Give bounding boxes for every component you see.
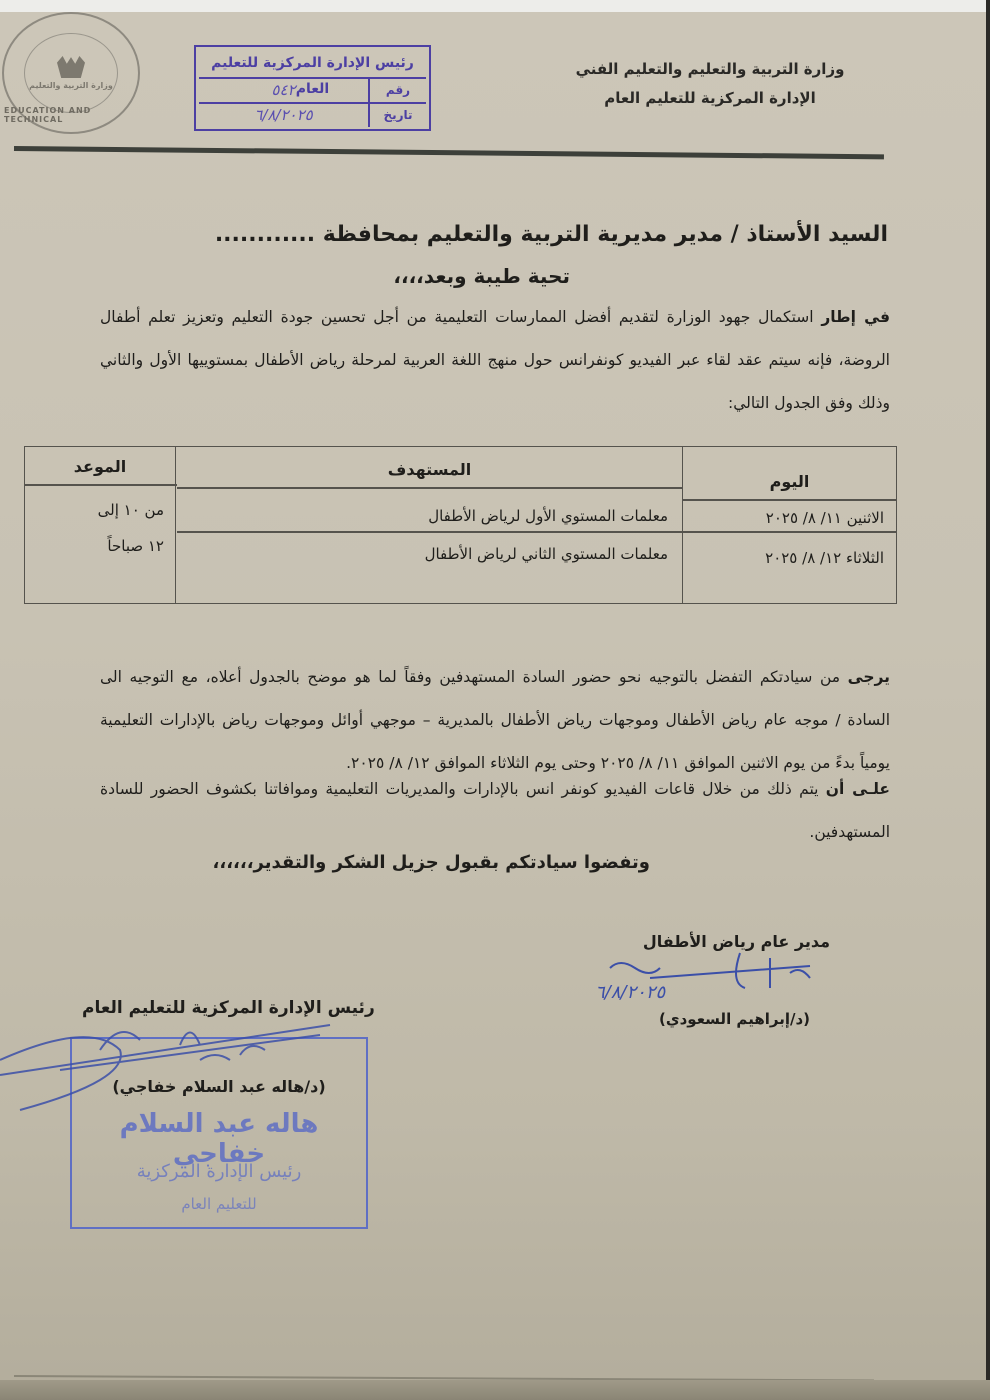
handwritten-signature-right (590, 948, 830, 1008)
venue-lead: علـى أن (825, 780, 890, 798)
day-header-line (683, 499, 896, 501)
time-line1: من ١٠ إلى (97, 501, 164, 519)
seal-center-text: وزارة التربية والتعليم (29, 81, 113, 90)
ministry-name: وزارة التربية والتعليم والتعليم الفني (575, 60, 845, 78)
signatory-right-name: (د/إبراهيم السعودي) (659, 1010, 810, 1028)
row1-day: الاثنين ١١/ ٨/ ٢٠٢٥ (765, 509, 884, 527)
stamp-date-label: تاريخ (368, 104, 426, 127)
seal-emblem (24, 33, 118, 113)
eagle-icon (57, 56, 85, 78)
venue-text: يتم ذلك من خلال قاعات الفيديو كونفر انس بالإدارات والمديريات التعليمية وموافاتنا بكشوف الحضور للسادة المستهدفين. (100, 780, 890, 841)
target-header-line (177, 487, 683, 489)
seal-ring-text: EDUCATION AND TECHNICAL (4, 106, 92, 124)
row-divider (177, 531, 897, 533)
header-target: المستهدف (387, 460, 472, 479)
signatory-left-title: رئيس الإدارة المركزية للتعليم العام (82, 998, 375, 1018)
header-day: اليوم (769, 472, 810, 491)
table-divider-day (682, 447, 683, 603)
ministry-heading (570, 55, 850, 113)
time-header-line (25, 484, 177, 486)
handwritten-date: ٦/٨/٢٠٢٥ (595, 982, 666, 1003)
instruction-paragraph (100, 656, 890, 785)
stamp-date-value: ٦/٨/٢٠٢٥ (254, 106, 313, 124)
row1-target: معلمات المستوي الأول لرياض الأطفال (428, 507, 668, 525)
header-divider (14, 146, 884, 159)
closing-line: وتفضوا سيادتكم بقبول جزيل الشكر والتقدير،،،،،، (212, 852, 650, 873)
stamp-number-label: رقم (368, 79, 426, 102)
signatory-right-title: مدير عام رياض الأطفال (642, 932, 830, 951)
paper-bottom-shadow (0, 1380, 990, 1400)
stamp-title-line: رئيس الإدارة المركزية (136, 1161, 302, 1182)
stamp-name-line: هاله عبد السلام خفاجي (119, 1109, 319, 1169)
instruction-lead: يرجى (847, 668, 890, 686)
stamp-number-row (199, 79, 426, 104)
stamp-date-row (199, 104, 426, 127)
handwritten-signature-left (0, 1000, 360, 1120)
photo-right-edge (986, 0, 990, 1400)
greeting-line: تحية طيبة وبعد،،،، (393, 264, 570, 288)
row2-day: الثلاثاء ١٢/ ٨/ ٢٠٢٥ (765, 549, 884, 567)
instruction-text: من سيادتكم التفضل بالتوجيه نحو حضور السادة المستهدفين وفقاً لما هو موضح بالجدول أعلاه، مع التوجيه الى السادة / موجه عام رياض الأطفال وموجهات رياض الأطفال بالمديرية – موجهي أوائل وموجهات رياض بالإدارات التعليمية يومياً بدءً من يوم الاثنين الموافق ١١/ ٨/ ٢٠٢٥ وحتى يوم الثلاثاء الموافق ١٢/ ٨/ ٢٠٢٥. (100, 668, 890, 772)
addressee-line: السيد الأستاذ / مدير مديرية التربية والتعليم بمحافظة ............ (214, 222, 888, 247)
stamp-title: رئيس الإدارة المركزية للتعليم العام (199, 50, 426, 79)
intro-lead: في إطار (821, 308, 890, 326)
row2-target: معلمات المستوي الثاني لرياض الأطفال (424, 545, 668, 563)
table-divider-time (175, 447, 176, 603)
stamp-number-value: ٥٤٢ (271, 81, 296, 99)
department-name: الإدارة المركزية للتعليم العام (604, 89, 816, 107)
venue-paragraph (100, 768, 890, 854)
header-time: الموعد (73, 457, 127, 476)
intro-paragraph (100, 296, 890, 425)
ministry-seal (2, 12, 140, 134)
intro-text: استكمال جهود الوزارة لتقديم أفضل الممارسات التعليمية من أجل تحسين جودة التعليم وتعزيز تعلم أطفال الروضة، فإنه سيتم عقد لقاء عبر الفيديو كونفرانس حول منهج اللغة العربية لمرحلة رياض الأطفال بمستوييها الأول والثاني وذلك وفق الجدول التالي: (100, 308, 890, 412)
signatory-left-name: (د/هاله عبد السلام خفاجي) (112, 1077, 326, 1096)
incoming-stamp (194, 45, 431, 131)
stamp-department-line: للتعليم العام (181, 1195, 257, 1213)
time-line2: ١٢ صباحاً (107, 537, 164, 555)
schedule-table (24, 446, 897, 604)
photo-top-edge (0, 0, 990, 12)
